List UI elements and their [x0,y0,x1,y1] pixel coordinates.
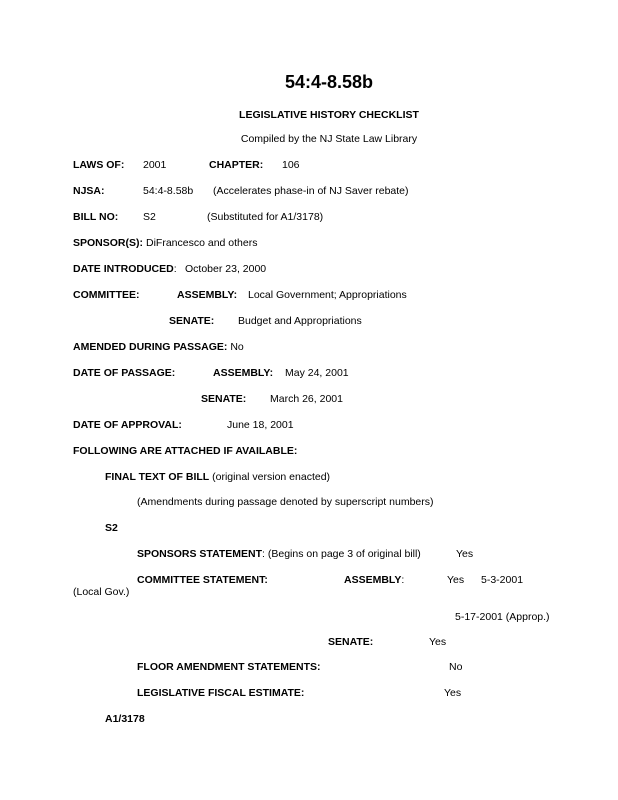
passage-senate-label: SENATE: [201,393,247,405]
njsa-value: 54:4-8.58b [143,185,194,197]
floor-amendment-value: No [449,661,463,673]
date-introduced-colon: : [173,263,177,275]
sponsors-statement-note: : (Begins on page 3 of original bill) [262,548,421,560]
sponsors-statement-label: SPONSORS STATEMENT [137,548,263,560]
laws-of-label: LAWS OF: [73,159,125,171]
committee-statement-assembly [344,575,404,586]
following-heading: FOLLOWING ARE ATTACHED IF AVAILABLE: [73,445,298,457]
sponsors-statement-value: Yes [456,548,474,560]
committee-label: COMMITTEE: [73,289,140,301]
bill-no-value: S2 [143,211,156,223]
committee-statement-date-1: 5-3-2001 [481,574,524,586]
committee-statement-assembly-label: ASSEMBLY [344,574,402,586]
sponsors-statement-line [137,549,421,560]
document-subtitle: LEGISLATIVE HISTORY CHECKLIST [239,109,419,121]
passage-assembly-label: ASSEMBLY: [213,367,274,379]
bill-no-label: BILL NO: [73,211,119,223]
amended-value: No [230,341,244,353]
njsa-note: (Accelerates phase-in of NJ Saver rebate) [213,185,409,197]
laws-of-value: 2001 [143,159,167,171]
committee-statement-date-2: 5-17-2001 (Approp.) [455,611,550,623]
amended-line [73,342,244,353]
passage-assembly-value: May 24, 2001 [285,367,349,379]
date-introduced-line [73,264,177,275]
compiled-by: Compiled by the NJ State Law Library [240,133,418,145]
a1-heading: A1/3178 [105,713,145,725]
chapter-label: CHAPTER: [209,159,264,171]
fiscal-estimate-value: Yes [444,687,462,699]
committee-assembly-label: ASSEMBLY: [177,289,238,301]
date-introduced-value: October 23, 2000 [185,263,267,275]
final-text-line [105,472,330,483]
sponsors-label: SPONSOR(S): [73,237,144,249]
final-text-note: (original version enacted) [212,471,331,483]
floor-amendment-label: FLOOR AMENDMENT STATEMENTS: [137,661,321,673]
s2-heading: S2 [105,522,118,534]
passage-label: DATE OF PASSAGE: [73,367,176,379]
committee-statement-senate-label: SENATE: [328,636,374,648]
amendments-note: (Amendments during passage denoted by superscript numbers) [137,496,434,508]
final-text-label: FINAL TEXT OF BILL [105,471,210,483]
committee-senate-label: SENATE: [169,315,215,327]
committee-statement-assembly-colon: : [401,574,405,586]
sponsors-value: DiFrancesco and others [146,237,258,249]
chapter-value: 106 [282,159,300,171]
committee-statement-label: COMMITTEE STATEMENT: [137,574,268,586]
amended-label: AMENDED DURING PASSAGE: [73,341,228,353]
passage-senate-value: March 26, 2001 [270,393,343,405]
date-introduced-label: DATE INTRODUCED [73,263,174,275]
bill-no-note: (Substituted for A1/3178) [207,211,324,223]
committee-statement-local-gov: (Local Gov.) [73,586,130,598]
approval-value: June 18, 2001 [227,419,294,431]
approval-label: DATE OF APPROVAL: [73,419,182,431]
committee-statement-senate-value: Yes [429,636,447,648]
committee-senate-value: Budget and Appropriations [238,315,362,327]
njsa-label: NJSA: [73,185,105,197]
fiscal-estimate-label: LEGISLATIVE FISCAL ESTIMATE: [137,687,305,699]
committee-statement-assembly-value: Yes [447,574,465,586]
document-title: 54:4-8.58b [284,72,374,92]
committee-assembly-value: Local Government; Appropriations [248,289,407,301]
